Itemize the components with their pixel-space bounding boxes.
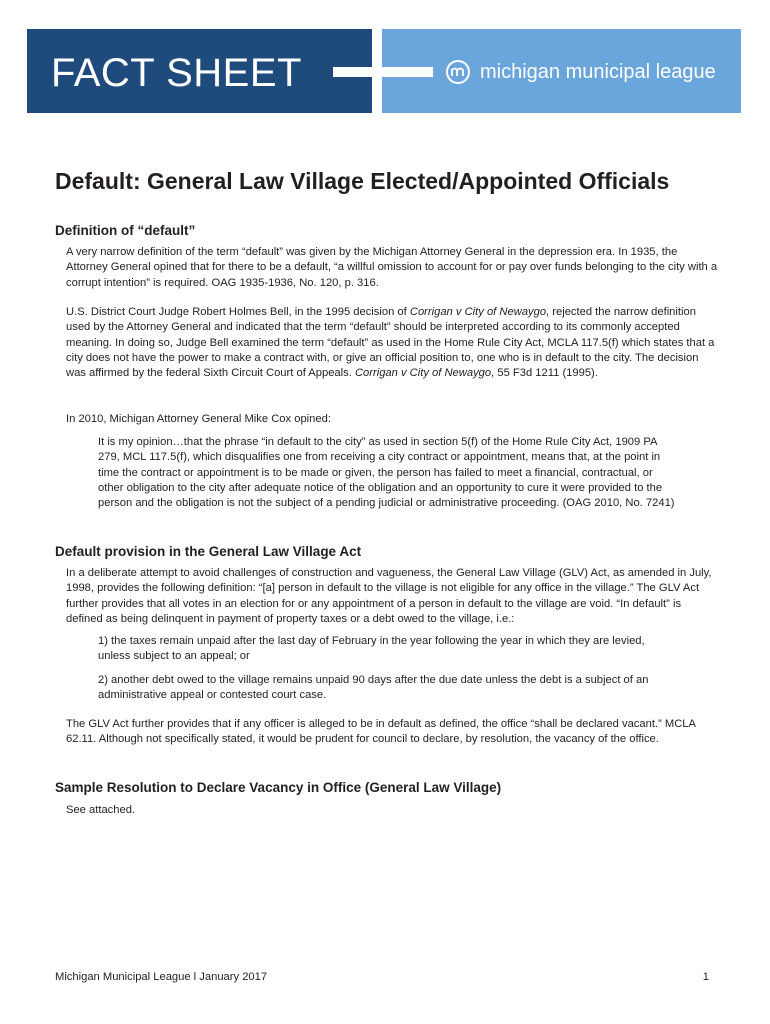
document-title: Default: General Law Village Elected/Appointed Officials bbox=[55, 168, 670, 194]
section-heading-definition: Definition of “default” bbox=[55, 223, 196, 238]
banner-title: FACT SHEET bbox=[51, 51, 302, 95]
paragraph-oag-1935: A very narrow definition of the term “default” was given by the Michigan Attorney General in the depression era. In 1935, the Attorney General opined that for there to be a default, “a willful omission to account for or pay over funds belonging to the city with a corrupt intention” is required. OAG 1935-1936, No. 120, p. 316. bbox=[66, 246, 718, 289]
paragraph-cox-intro: In 2010, Michigan Attorney General Mike Cox opined: bbox=[66, 413, 331, 425]
plus-icon-horizontal bbox=[333, 67, 433, 77]
list-item-debt: 2) another debt owed to the village remains unpaid 90 days after the due date unless the debt is a subject of an administrative appeal or contested court case. bbox=[98, 674, 649, 702]
brand-name: michigan municipal league bbox=[480, 61, 716, 83]
fact-sheet-banner bbox=[27, 29, 741, 113]
page-number: 1 bbox=[702, 971, 709, 983]
paragraph-glv-vacancy: The GLV Act further provides that if any officer is alleged to be in default as defined, the office “shall be declared vacant.” MCLA 62.11. Although not specifically stated, it would be prudent for council to declare, by resolution, the vacancy of the office. bbox=[66, 718, 696, 746]
section-heading-glv-act: Default provision in the General Law Village Act bbox=[55, 544, 362, 559]
paragraph-corrigan: U.S. District Court Judge Robert Holmes Bell, in the 1995 decision of Corrigan v City of Newaygo, rejected the narrow definition used by the Attorney General and indicated that the term “default” should be interpreted according to its commonly accepted meaning. In doing so, Judge Bell examined the term “default” as used in the Home Rule City Act, MCLA 117.5(f) which states that a city does not have the power to make a contract with, or give an official position to, one who is in default to the city. The decision was affirmed by the federal Sixth Circuit Court of Appeals. Corrigan v City of Newaygo, 55 F3d 1211 (1995). bbox=[66, 306, 715, 380]
paragraph-glv-definition: In a deliberate attempt to avoid challenges of construction and vagueness, the General Law Village (GLV) Act, as amended in July, 1998, provides the following definition: “[a] person in default to the village is not eligible for any office in the village.” The GLV Act further provides that all votes in an election for or any appointment of a person in default to the village are void. “In default” is defined as being delinquent in payment of property taxes or a debt owed to the village, i.e.: bbox=[66, 567, 712, 625]
mml-brand bbox=[444, 56, 716, 88]
list-item-taxes: 1) the taxes remain unpaid after the last day of February in the year following the year in which they are levied, unless subject to an appeal; or bbox=[98, 635, 645, 663]
case-citation: Corrigan v City of Newaygo bbox=[409, 306, 547, 318]
block-quote-oag-2010: It is my opinion…that the phrase “in default to the city” as used in section 5(f) of the Home Rule City Act, 1909 PA 279, MCL 117.5(f), which disqualifies one from receiving a city contract or appointment, means that, at the point in time the contract or appointment is to be made or given, the person has failed to meet a financial, contractual, or other obligation to the city after adequate notice of the obligation and an opportunity to cure it were provided to the person and the obligation is not the subject of a pending judicial or administrative proceeding. (OAG 2010, No. 7241) bbox=[98, 436, 675, 510]
section-heading-sample-resolution: Sample Resolution to Declare Vacancy in Office (General Law Village) bbox=[55, 780, 502, 795]
mml-logo-icon bbox=[444, 58, 472, 86]
footer-publisher-date: Michigan Municipal League l January 2017 bbox=[55, 971, 268, 983]
paragraph-see-attached: See attached. bbox=[66, 804, 136, 816]
case-citation: Corrigan v City of Newaygo bbox=[354, 367, 492, 380]
